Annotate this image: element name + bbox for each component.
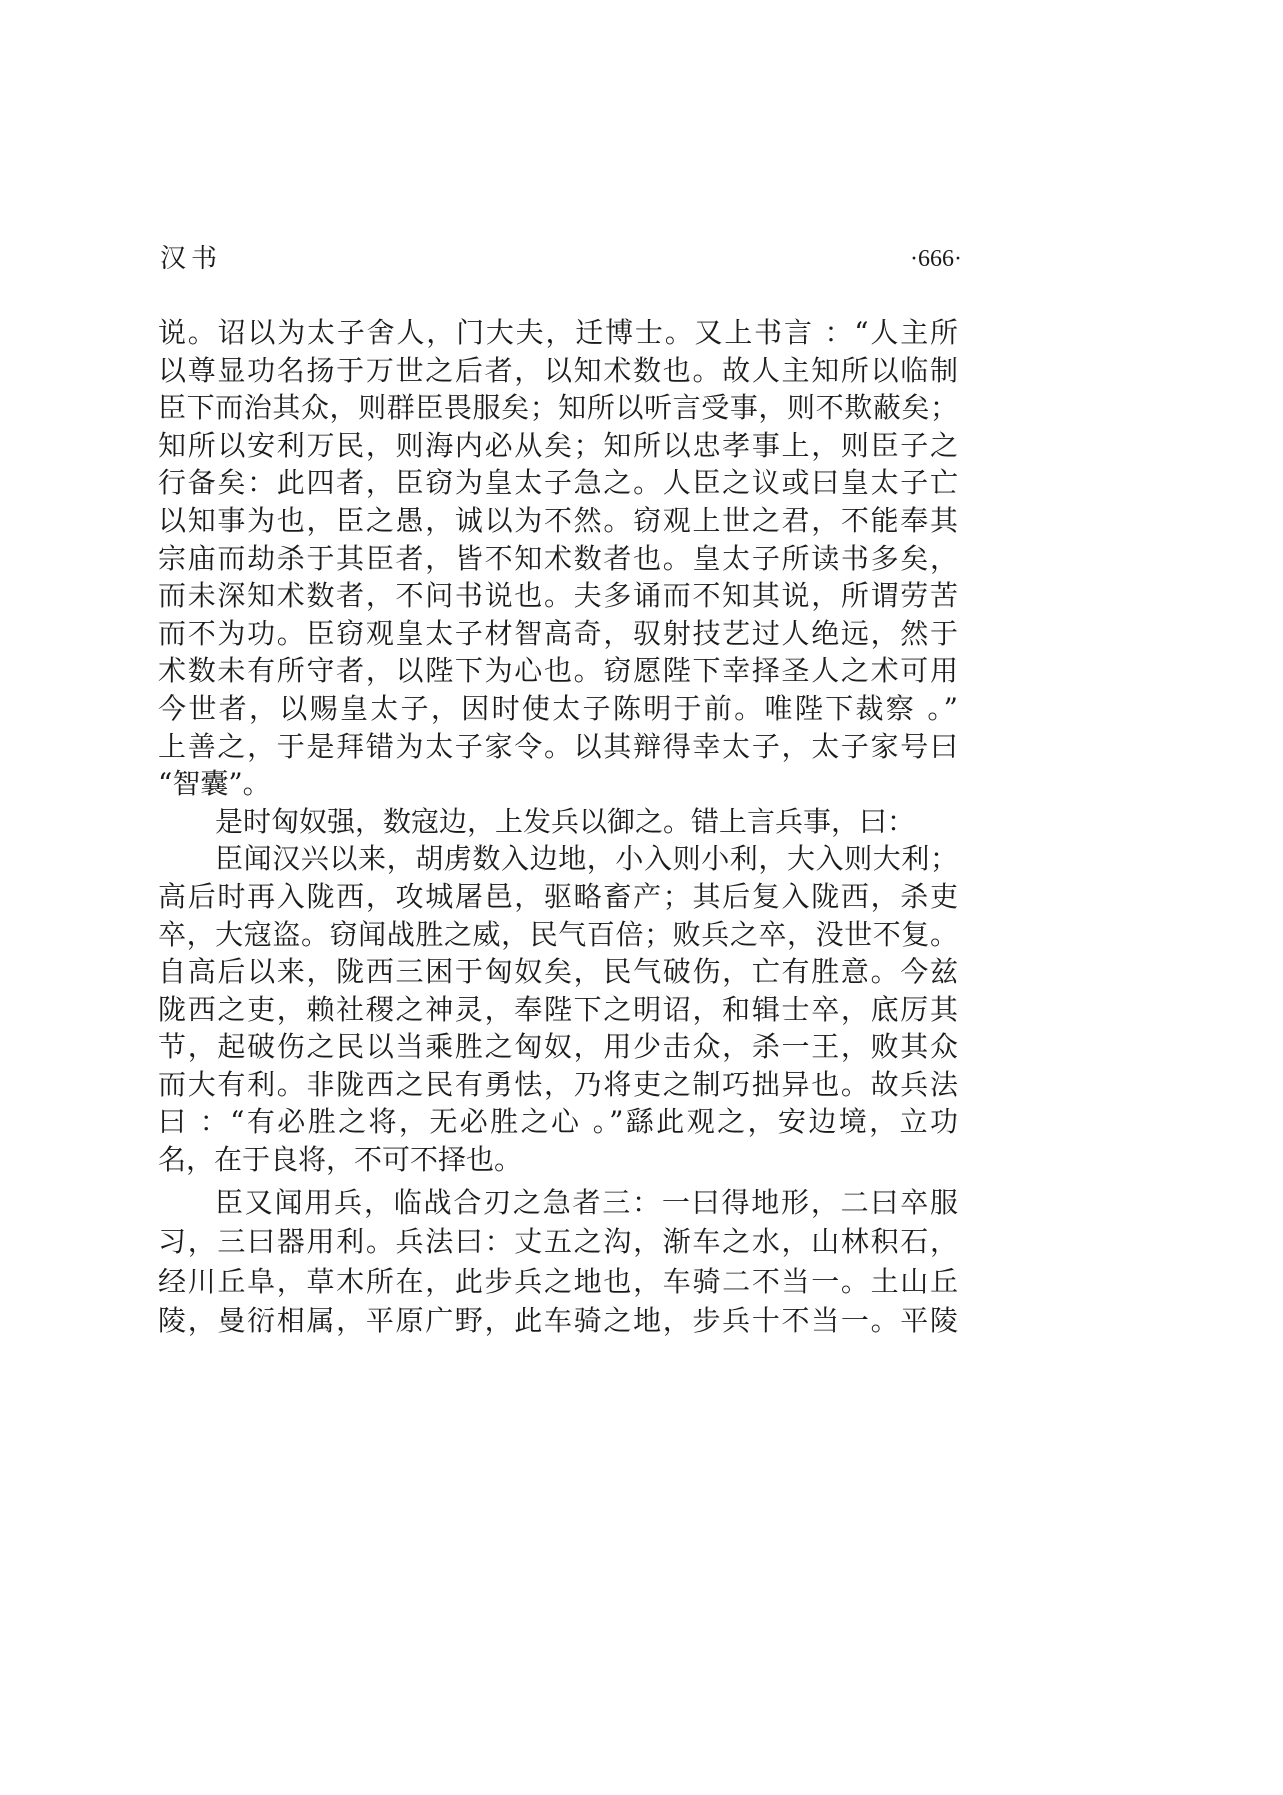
text-line: 术数未有所守者，以陛下为心也。窃愿陛下幸择圣人之术可用	[158, 654, 958, 688]
paragraph	[158, 314, 958, 803]
text-line: 而大有利。非陇西之民有勇怯，乃将吏之制巧拙异也。故兵法	[158, 1067, 958, 1101]
text-line: 曰 ：“有必胜之将，无必胜之心 。”繇此观之，安边境，立功	[158, 1105, 958, 1139]
page-number: ·666·	[910, 246, 962, 272]
paragraph	[158, 840, 958, 1178]
text-line: 臣又闻用兵，临战合刃之急者三：一曰得地形，二曰卒服	[215, 1185, 958, 1219]
text-line: 以尊显功名扬于万世之后者，以知术数也。故人主知所以临制	[158, 353, 958, 387]
text-line: 卒，大寇盗。窃闻战胜之威，民气百倍；败兵之卒，没世不复。	[158, 917, 958, 951]
text-line: 高后时再入陇西，攻城屠邑，驱略畜产；其后复入陇西，杀吏	[158, 879, 958, 913]
running-head	[158, 244, 962, 274]
text-line: 今世者，以赐皇太子，因时使太子陈明于前。唯陛下裁察 。”	[158, 691, 958, 725]
text-line: 行备矣：此四者，臣窃为皇太子急之。人臣之议或曰皇太子亡	[158, 466, 958, 500]
text-line: 经川丘阜，草木所在，此步兵之地也，车骑二不当一。土山丘	[158, 1264, 958, 1298]
text-line: 是时匈奴强，数寇边，上发兵以御之。错上言兵事，曰：	[215, 804, 916, 838]
text-line: 知所以安利万民，则海内必从矣；知所以忠孝事上，则臣子之	[158, 428, 958, 462]
paragraph	[158, 1183, 958, 1341]
text-line: 名，在于良将，不可不择也。	[158, 1143, 523, 1177]
text-line: 以知事为也，臣之愚，诚以为不然。窃观上世之君，不能奉其	[158, 503, 958, 537]
text-line: 自高后以来，陇西三困于匈奴矣，民气破伤，亡有胜意。今兹	[158, 955, 958, 989]
text-line: 宗庙而劫杀于其臣者，皆不知术数者也。皇太子所读书多矣，	[158, 541, 958, 575]
text-line: 臣下而治其众，则群臣畏服矣；知所以听言受事，则不欺蔽矣；	[158, 391, 958, 425]
body-text	[158, 314, 958, 1341]
paragraph	[158, 803, 958, 841]
text-line: 习，三曰器用利。兵法曰：丈五之沟，渐车之水，山林积石，	[158, 1225, 958, 1259]
text-line: 节，起破伤之民以当乘胜之匈奴，用少击众，杀一王，败其众	[158, 1030, 958, 1064]
running-head-title: 汉书	[160, 244, 223, 274]
text-line: 上善之，于是拜错为太子家令。以其辩得幸太子，太子家号曰	[158, 729, 958, 763]
text-line: 陵，曼衍相属，平原广野，此车骑之地，步兵十不当一。平陵	[158, 1304, 958, 1338]
text-line: “智囊”。	[158, 767, 271, 801]
text-line: 说。诏以为太子舍人，门大夫，迁博士。又上书言 ：“人主所	[158, 316, 958, 349]
text-line: 陇西之吏，赖社稷之神灵，奉陛下之明诏，和辑士卒，底厉其	[158, 992, 958, 1026]
text-line: 而未深知术数者，不问书说也。夫多诵而不知其说，所谓劳苦	[158, 579, 958, 613]
text-line: 臣闻汉兴以来，胡虏数入边地，小入则小利，大入则大利；	[215, 842, 958, 876]
text-line: 而不为功。臣窃观皇太子材智高奇，驭射技艺过人绝远，然于	[158, 616, 958, 650]
